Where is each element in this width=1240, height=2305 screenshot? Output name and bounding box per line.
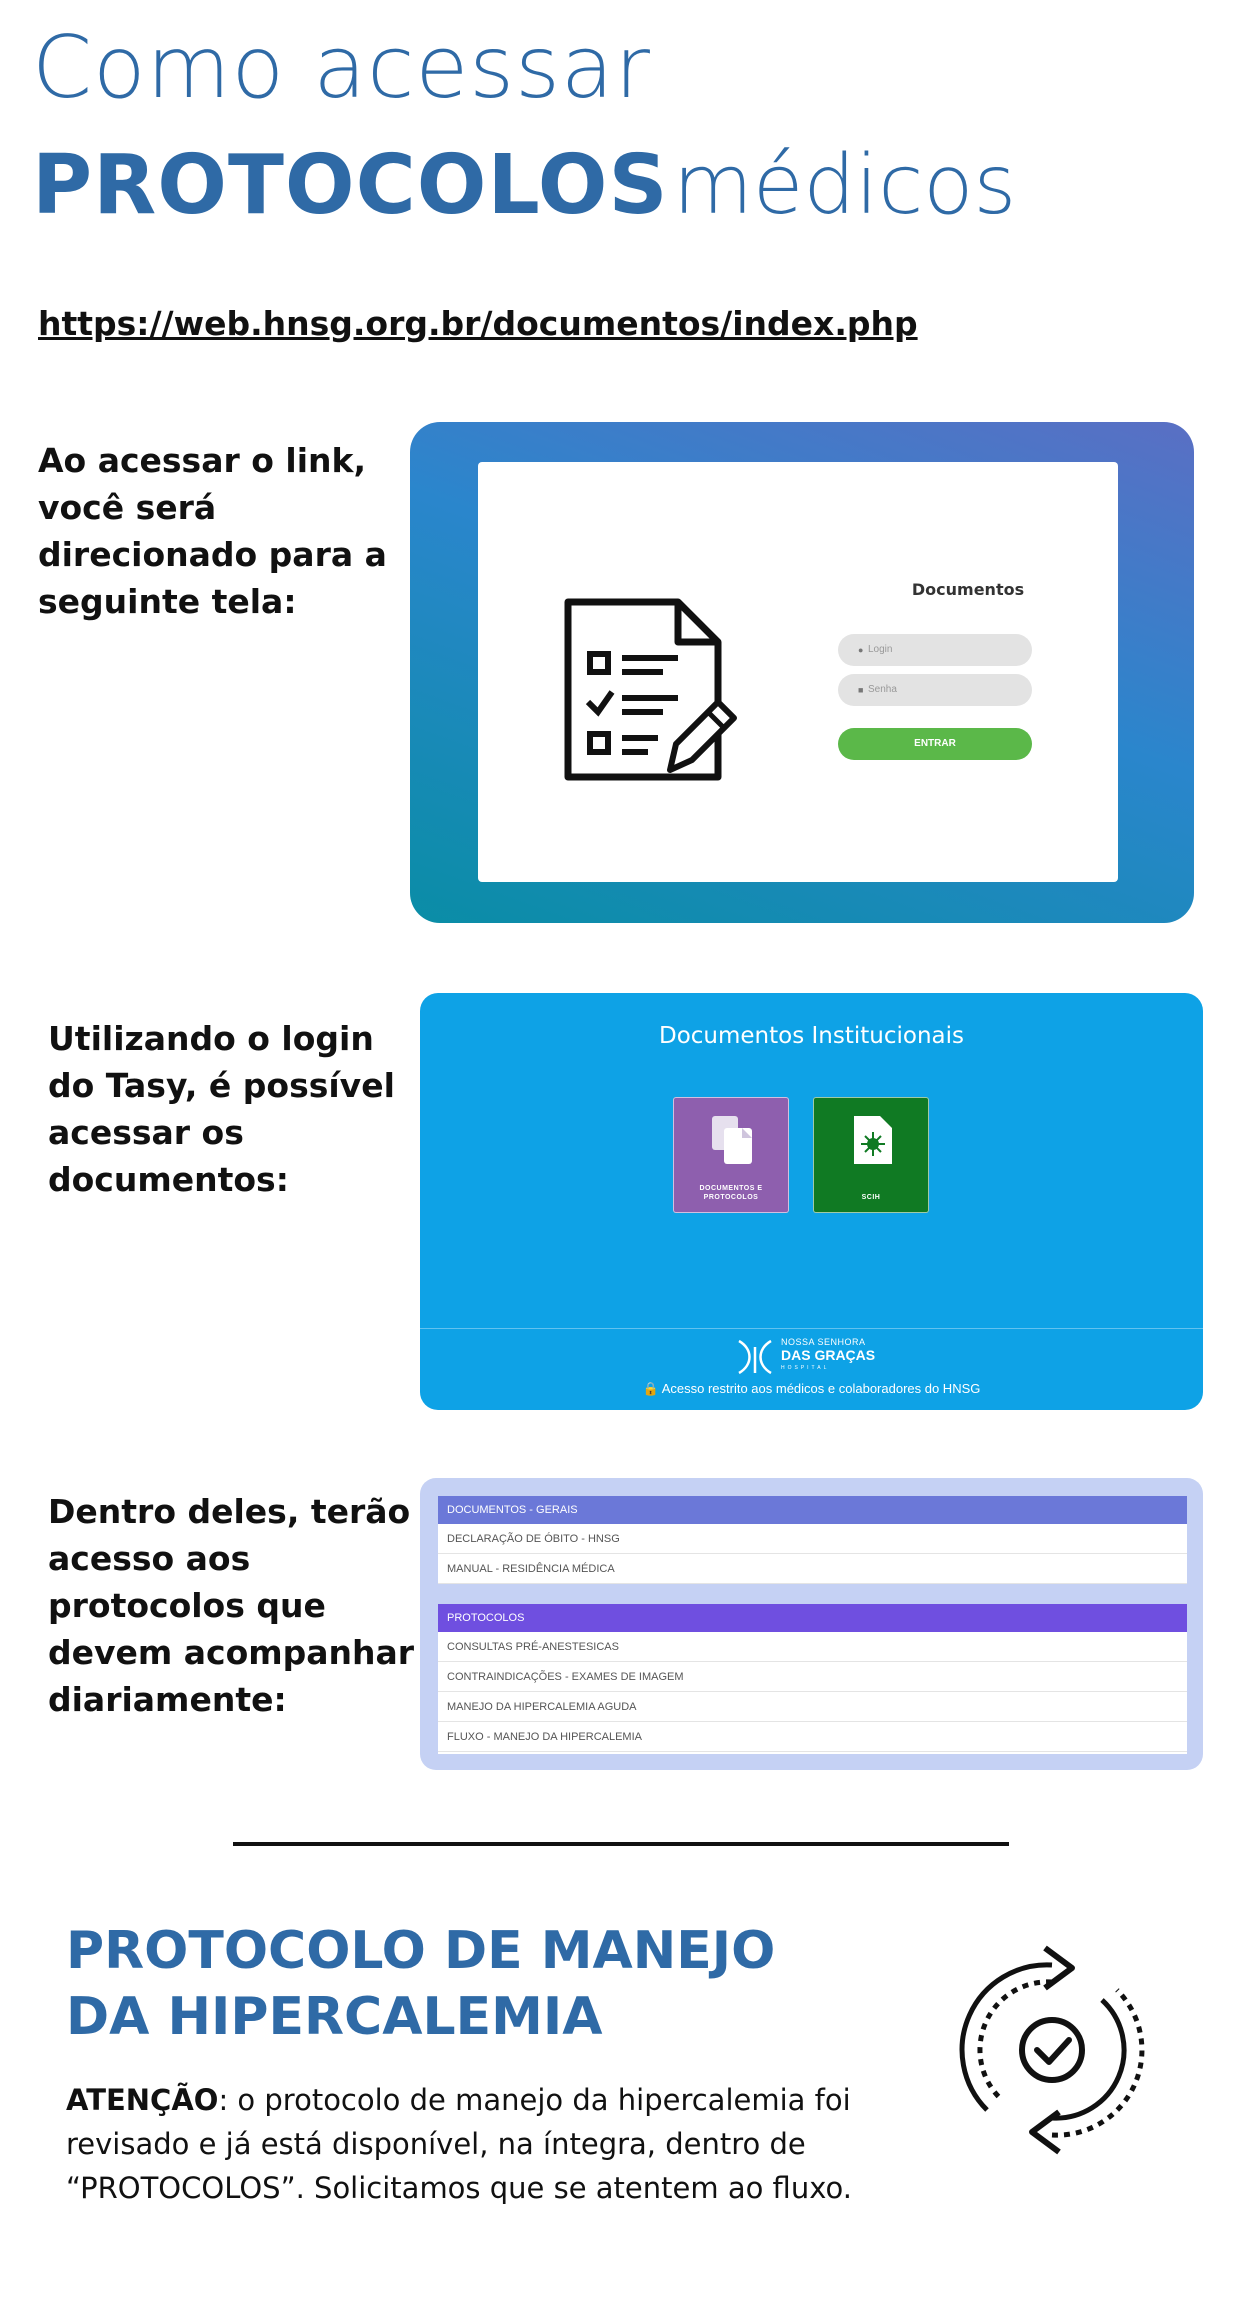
- page-subtitle: [32, 138, 1016, 233]
- tile-scih[interactable]: [813, 1097, 929, 1213]
- document-checklist-icon: [558, 592, 738, 792]
- documents-gerais-panel: [438, 1496, 1187, 1584]
- login-placeholder: Login: [868, 644, 893, 655]
- panel-header: DOCUMENTOS - GERAIS: [438, 1496, 1187, 1524]
- note-label: ATENÇÃO: [66, 2083, 219, 2117]
- page-title: Como acessar: [32, 18, 651, 118]
- password-input[interactable]: [838, 674, 1032, 706]
- tile-label-line2: PROTOCOLOS: [703, 1194, 759, 1201]
- portal-footer-text: Acesso restrito aos médicos e colaboradores do HNSG: [661, 1381, 981, 1396]
- portal-divider: [420, 1328, 1203, 1329]
- logo-line3: HOSPITAL: [781, 1365, 830, 1371]
- portal-title: Documentos Institucionais: [658, 1023, 965, 1049]
- logo-line2: DAS GRAÇAS: [781, 1347, 876, 1363]
- user-icon: ●: [858, 645, 864, 655]
- list-item[interactable]: MANUAL - RESIDÊNCIA MÉDICA: [438, 1554, 1187, 1584]
- login-title: Documentos: [911, 580, 1025, 599]
- lock-icon: 🔒: [642, 1381, 659, 1396]
- logo-line1: NOSSA SENHORA: [781, 1337, 866, 1347]
- portal-screenshot: [420, 993, 1203, 1410]
- step-3-text: Dentro deles, terão acesso aos protocolos que devem acompanhar diariamente:: [48, 1492, 415, 1719]
- tile-documentos-protocolos[interactable]: [673, 1097, 789, 1213]
- list-item[interactable]: MANEJO DA HIPERCALEMIA AGUDA: [438, 1692, 1187, 1722]
- protocol-title-line1: PROTOCOLO DE MANEJO: [66, 1921, 776, 1981]
- panel-header: PROTOCOLOS: [438, 1604, 1187, 1632]
- subtitle-strong: PROTOCOLOS: [32, 138, 669, 233]
- list-item[interactable]: CONSULTAS PRÉ-ANESTESICAS: [438, 1632, 1187, 1662]
- hospital-logo: [735, 1333, 895, 1379]
- protocol-title: [66, 1918, 775, 2050]
- documents-icon: [708, 1112, 756, 1168]
- documents-list-screenshot: [420, 1478, 1203, 1770]
- hospital-logo-mark-icon: [735, 1337, 775, 1377]
- list-item[interactable]: DECLARAÇÃO DE ÓBITO - HNSG: [438, 1524, 1187, 1554]
- step-1-text: Ao acessar o link, você será direcionado para a seguinte tela:: [38, 441, 387, 621]
- protocol-title-line2: DA HIPERCALEMIA: [66, 1987, 603, 2047]
- section-divider: [233, 1842, 1009, 1846]
- lock-icon: ■: [858, 685, 864, 695]
- tile-label-line1: DOCUMENTOS E: [699, 1185, 763, 1192]
- login-card: [478, 462, 1118, 882]
- password-placeholder: Senha: [868, 684, 897, 695]
- note-text: : o protocolo de manejo da hipercalemia foi revisado e já está disponível, na íntegra, dentro de “PROTOCOLOS”. Solicitamos que se atentem ao fluxo.: [66, 2083, 852, 2205]
- portal-footer: [420, 1381, 1203, 1397]
- login-input[interactable]: [838, 634, 1032, 666]
- protocol-note: [66, 2078, 936, 2210]
- login-screenshot: [410, 422, 1194, 923]
- step-2-text: Utilizando o login do Tasy, é possível acessar os documentos:: [48, 1019, 395, 1199]
- list-item[interactable]: CONTRAINDICAÇÕES - EXAMES DE IMAGEM: [438, 1662, 1187, 1692]
- protocolos-panel: [438, 1604, 1187, 1754]
- subtitle-light: médicos: [673, 138, 1017, 233]
- tile-label-line1: SCIH: [861, 1194, 881, 1201]
- documents-link[interactable]: https://web.hnsg.org.br/documentos/index.php: [38, 304, 918, 343]
- cycle-check-icon: [957, 1940, 1147, 2160]
- enter-button[interactable]: ENTRAR: [838, 728, 1032, 760]
- virus-document-icon: [848, 1112, 896, 1168]
- list-item[interactable]: FLUXO - MANEJO DA HIPERCALEMIA: [438, 1722, 1187, 1752]
